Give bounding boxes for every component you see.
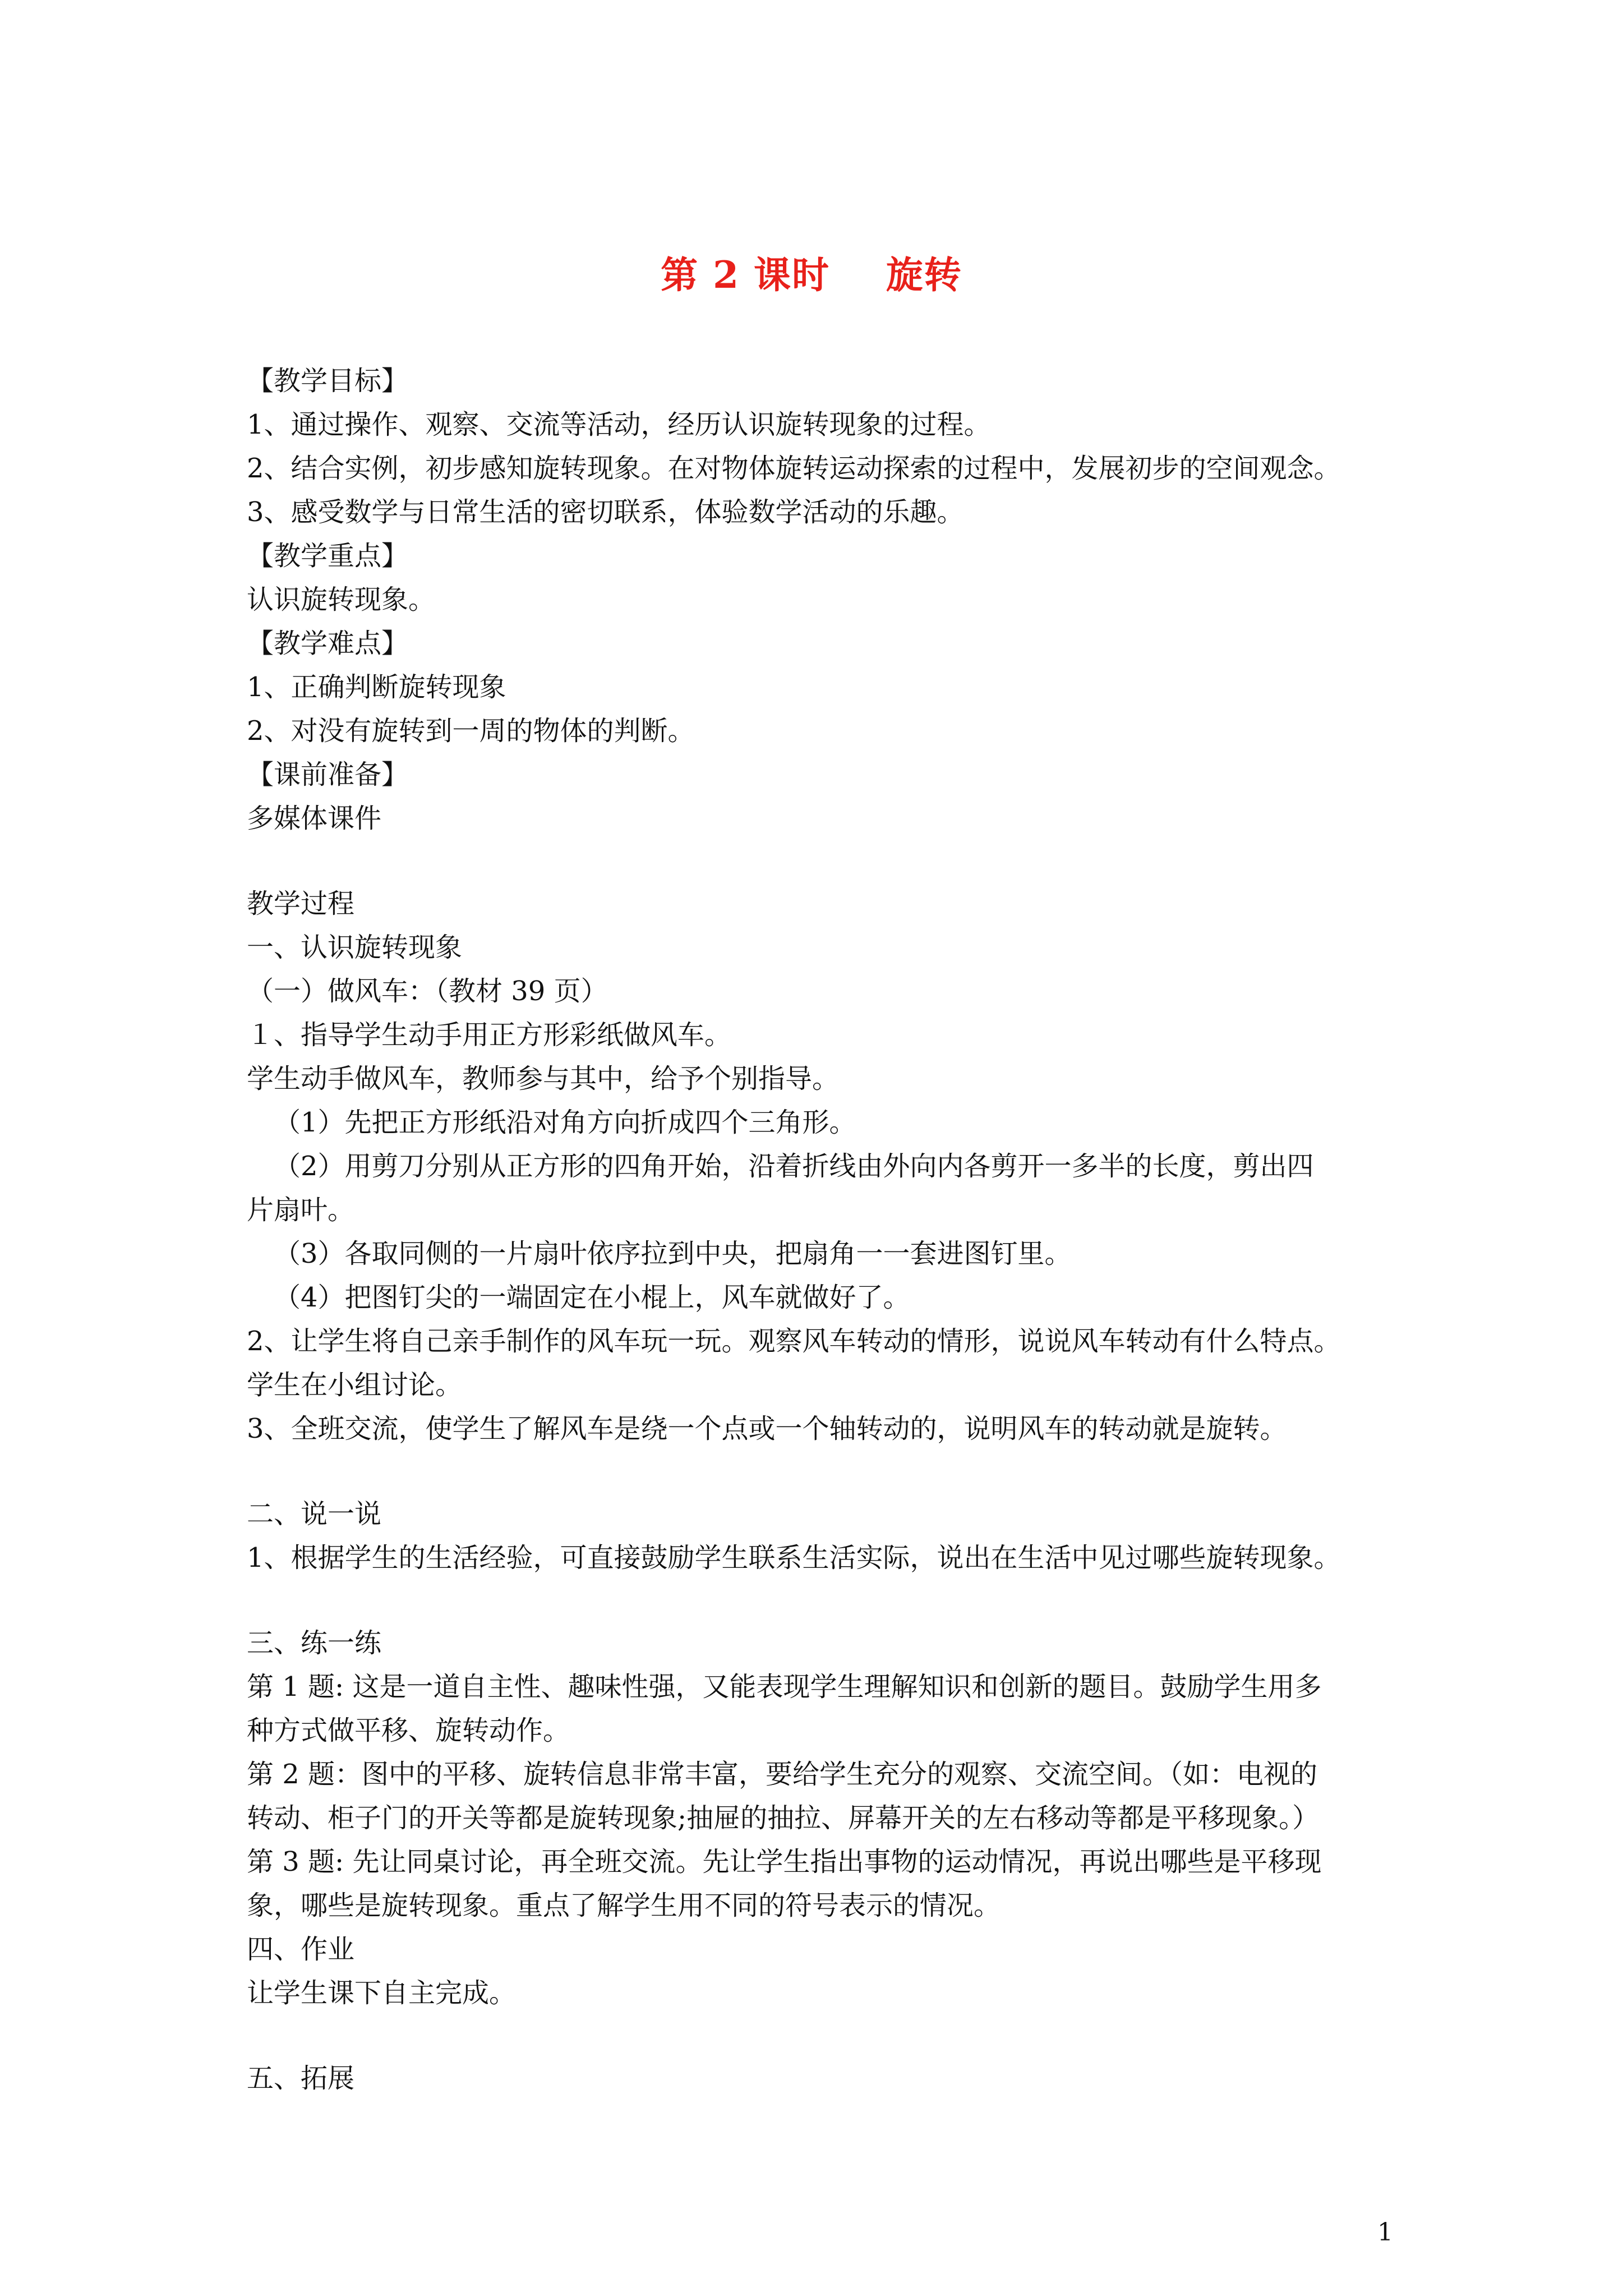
text-line: 1、通过操作、观察、交流等活动，经历认识旋转现象的过程。 bbox=[247, 409, 991, 440]
text-line: 第 3 题: 先让同桌讨论，再全班交流。先让学生指出事物的运动情况，再说出哪些是平移现 bbox=[247, 1846, 1322, 1878]
blank-line bbox=[247, 840, 1391, 882]
text-line: 3、感受数学与日常生活的密切联系，体验数学活动的乐趣。 bbox=[247, 496, 964, 528]
text-line: 【课前准备】 bbox=[247, 759, 409, 790]
text-line: 四、作业 bbox=[247, 1934, 355, 1965]
text-line: 1、正确判断旋转现象 bbox=[247, 671, 506, 703]
text-line: 象，哪些是旋转现象。重点了解学生用不同的符号表示的情况。 bbox=[247, 1890, 1001, 1921]
text-line: 2、让学生将自己亲手制作的风车玩一玩。观察风车转动的情形，说说风车转动有什么特点。 bbox=[247, 1326, 1341, 1357]
text-line: 1、根据学生的生活经验，可直接鼓励学生联系生活实际，说出在生活中见过哪些旋转现象。 bbox=[247, 1542, 1341, 1573]
blank-line bbox=[247, 1580, 1391, 1621]
text-line: （2）用剪刀分别从正方形的四角开始，沿着折线由外向内各剪开一多半的长度，剪出四 bbox=[274, 1151, 1314, 1182]
text-line: 2、结合实例，初步感知旋转现象。在对物体旋转运动探索的过程中，发展初步的空间观念。 bbox=[247, 453, 1341, 484]
text-line: 让学生课下自主完成。 bbox=[247, 1977, 517, 2009]
text-line: 认识旋转现象。 bbox=[247, 584, 436, 615]
text-line: 【教学难点】 bbox=[247, 628, 409, 659]
blank-line bbox=[247, 2015, 1391, 2056]
text-line: 第 2 题：图中的平移、旋转信息非常丰富，要给学生充分的观察、交流空间。（如：电视的 bbox=[247, 1759, 1318, 1790]
text-line: 种方式做平移、旋转动作。 bbox=[247, 1715, 570, 1746]
blank-line bbox=[247, 1451, 1391, 1492]
page-number: 1 bbox=[1377, 2218, 1393, 2247]
text-line: 三、练一练 bbox=[247, 1627, 382, 1659]
text-line: （3）各取同侧的一片扇叶依序拉到中央，把扇角一一套进图钉里。 bbox=[274, 1238, 1072, 1269]
text-line: （4）把图钉尖的一端固定在小棍上，风车就做好了。 bbox=[274, 1282, 910, 1313]
text-line: １、指导学生动手用正方形彩纸做风车。 bbox=[247, 1019, 732, 1051]
text-line: 第 1 题: 这是一道自主性、趣味性强，又能表现学生理解知识和创新的题目。鼓励学生用多 bbox=[247, 1671, 1322, 1703]
text-line: 多媒体课件 bbox=[247, 803, 382, 834]
text-line: 【教学重点】 bbox=[247, 540, 409, 572]
text-line: （1）先把正方形纸沿对角方向折成四个三角形。 bbox=[274, 1107, 856, 1138]
text-line: 【教学目标】 bbox=[247, 365, 409, 397]
document-title: 第 2 课时 旋转 bbox=[661, 253, 962, 297]
text-line: 片扇叶。 bbox=[247, 1194, 355, 1226]
document-body bbox=[247, 359, 1391, 2100]
text-line: 3、全班交流，使学生了解风车是绕一个点或一个轴转动的，说明风车的转动就是旋转。 bbox=[247, 1413, 1287, 1444]
text-line: 二、说一说 bbox=[247, 1498, 382, 1530]
text-line: 2、对没有旋转到一周的物体的判断。 bbox=[247, 715, 695, 747]
text-line: 教学过程 bbox=[247, 888, 355, 919]
text-line: 学生动手做风车，教师参与其中，给予个别指导。 bbox=[247, 1063, 840, 1094]
text-line: （一）做风车：（教材 39 页） bbox=[247, 976, 608, 1007]
text-line: 学生在小组讨论。 bbox=[247, 1369, 463, 1401]
text-line: 转动、柜子门的开关等都是旋转现象;抽屉的抽拉、屏幕开关的左右移动等都是平移现象。） bbox=[247, 1802, 1320, 1834]
text-line: 一、认识旋转现象 bbox=[247, 932, 463, 963]
text-line: 五、拓展 bbox=[247, 2063, 355, 2094]
